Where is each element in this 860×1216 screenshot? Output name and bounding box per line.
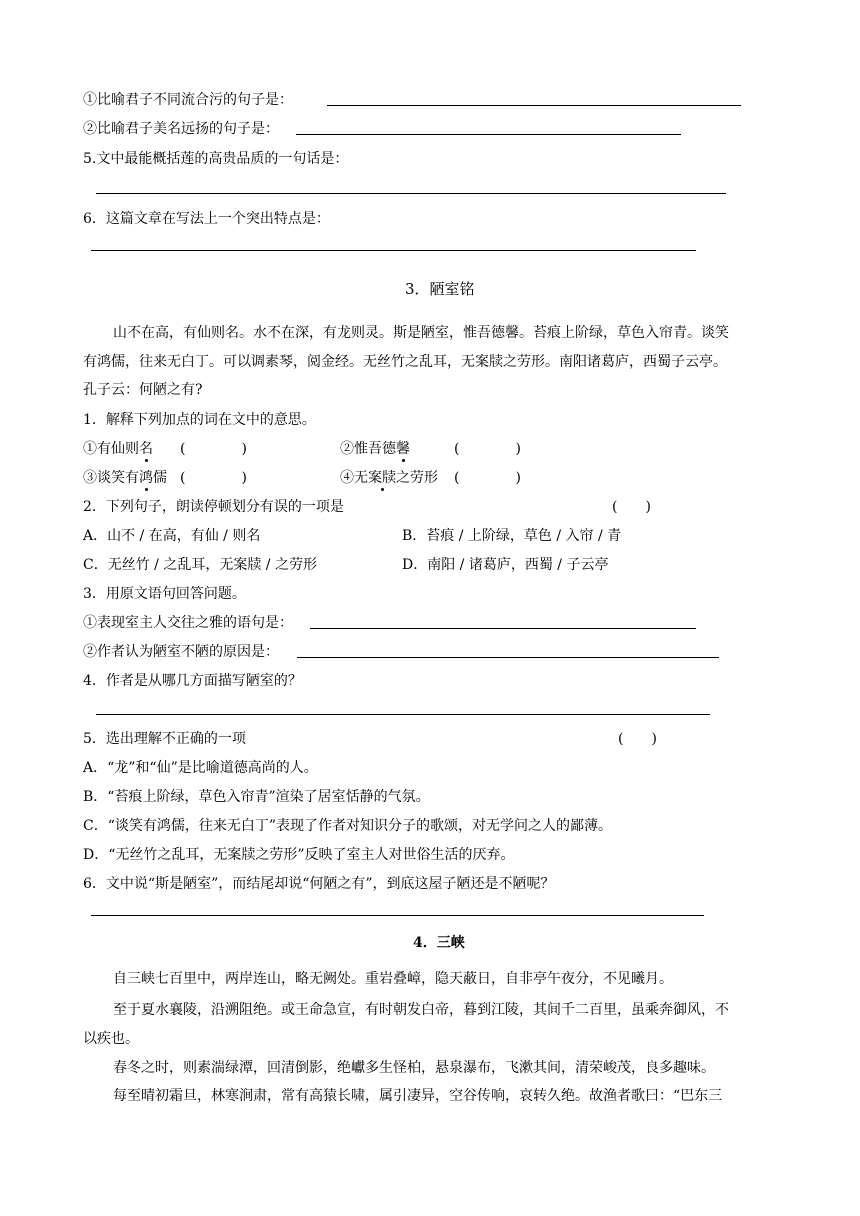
passage-line: 山不在高，有仙则名。水不在深，有龙则灵。斯是陋室，惟吾德馨。苔痕上阶绿，草色入帘青。谈笑	[113, 325, 729, 341]
question-text: ②作者认为陋室不陋的原因是：	[83, 644, 279, 660]
option-d: D．南阳 / 诸葛庐，西蜀 / 子云亭	[402, 557, 609, 573]
option-c: C．无丝竹 / 之乱耳，无案牍 / 之劳形	[83, 557, 317, 573]
question-text: 6．这篇文章在写法上一个突出特点是：	[83, 211, 330, 227]
vocab-item	[83, 442, 153, 456]
answer-line[interactable]	[310, 628, 696, 629]
answer-line[interactable]	[327, 105, 741, 106]
question-text: 5．选出理解不正确的一项	[83, 731, 246, 747]
option-a: A．“龙”和“仙”是比喻道德高尚的人。	[83, 760, 318, 776]
question-text: 6．文中说“斯是陋室”，而结尾却说“何陋之有”，到底这屋子陋还是不陋呢？	[83, 876, 555, 892]
vocab-item	[340, 442, 410, 456]
dotted-word: 馨	[396, 441, 410, 457]
answer-line[interactable]	[296, 134, 681, 135]
passage-line: 至于夏水襄陵，沿溯阻绝。或王命急宣，有时朝发白帝，暮到江陵，其间千二百里，虽乘奔御风，不	[113, 1002, 729, 1018]
vocab-text: ③谈笑有	[83, 470, 139, 486]
option-d: D．“无丝竹之乱耳，无案牍之劳形”反映了室主人对世俗生活的厌弃。	[83, 847, 515, 863]
answer-paren[interactable]: ( )	[180, 441, 247, 457]
section-title: 4．三峡	[413, 935, 465, 951]
dotted-word: 案牍	[368, 470, 396, 486]
answer-paren[interactable]: ( )	[612, 499, 651, 515]
question-text: 3．用原文语句回答问题。	[83, 586, 246, 602]
question-text: 2．下列句子，朗读停顿划分有误的一项是	[83, 499, 344, 515]
vocab-item	[83, 471, 167, 485]
vocab-item	[340, 471, 438, 485]
answer-paren[interactable]: ( )	[618, 731, 657, 747]
passage-line: 孔子云：何陋之有?	[83, 382, 203, 398]
answer-line[interactable]	[297, 657, 719, 658]
option-c: C．“谈笑有鸿儒，往来无白丁”表现了作者对知识分子的歌颂，对无学问之人的鄙薄。	[83, 818, 613, 834]
question-text: ①表现室主人交往之雅的语句是：	[83, 615, 293, 631]
passage-line: 有鸿儒，往来无白丁。可以调素琴，阅金经。无丝竹之乱耳，无案牍之劳形。南阳诸葛庐，西蜀子云亭。	[83, 354, 727, 370]
answer-paren[interactable]: ( )	[454, 470, 521, 486]
answer-line[interactable]	[91, 250, 696, 251]
dotted-word: 鸿	[139, 470, 153, 486]
passage-line: 以疾也。	[83, 1031, 139, 1047]
answer-line[interactable]	[96, 193, 726, 194]
vocab-text: ②惟吾德	[340, 441, 396, 457]
answer-paren[interactable]: ( )	[180, 470, 247, 486]
vocab-text: ④无	[340, 470, 368, 486]
vocab-text: 儒	[153, 470, 167, 486]
answer-line[interactable]	[96, 714, 710, 715]
question-text: 4．作者是从哪几方面描写陋室的？	[83, 673, 302, 689]
dotted-word: 名	[139, 441, 153, 457]
answer-paren[interactable]: ( )	[454, 441, 521, 457]
vocab-text: 之劳形	[396, 470, 438, 486]
option-a: A．山不 / 在高，有仙 / 则名	[83, 528, 261, 544]
question-text: ②比喻君子美名远扬的句子是：	[83, 121, 279, 137]
question-text: 5.文中最能概括莲的高贵品质的一句话是：	[83, 151, 349, 167]
vocab-text: ①有仙则	[83, 441, 139, 457]
question-text: ①比喻君子不同流合污的句子是：	[83, 92, 293, 108]
answer-line[interactable]	[91, 915, 704, 916]
passage-line: 每至晴初霜旦，林寒涧肃，常有高猿长啸，属引凄异，空谷传响，哀转久绝。故渔者歌曰：“巴东三	[113, 1088, 723, 1104]
option-b: B．“苔痕上阶绿，草色入帘青”渲染了居室恬静的气氛。	[83, 789, 430, 805]
passage-line: 自三峡七百里中，两岸连山，略无阙处。重岩叠嶂，隐天蔽日，自非亭午夜分，不见曦月。	[113, 971, 673, 987]
option-b: B．苔痕 / 上阶绿，草色 / 入帘 / 青	[402, 528, 622, 544]
passage-line: 春冬之时，则素湍绿潭，回清倒影，绝巘多生怪柏，悬泉瀑布，飞漱其间，清荣峻茂，良多趣味。	[113, 1060, 715, 1076]
question-text: 1．解释下列加点的词在文中的意思。	[83, 412, 316, 428]
section-title: 3．陋室铭	[405, 280, 475, 298]
